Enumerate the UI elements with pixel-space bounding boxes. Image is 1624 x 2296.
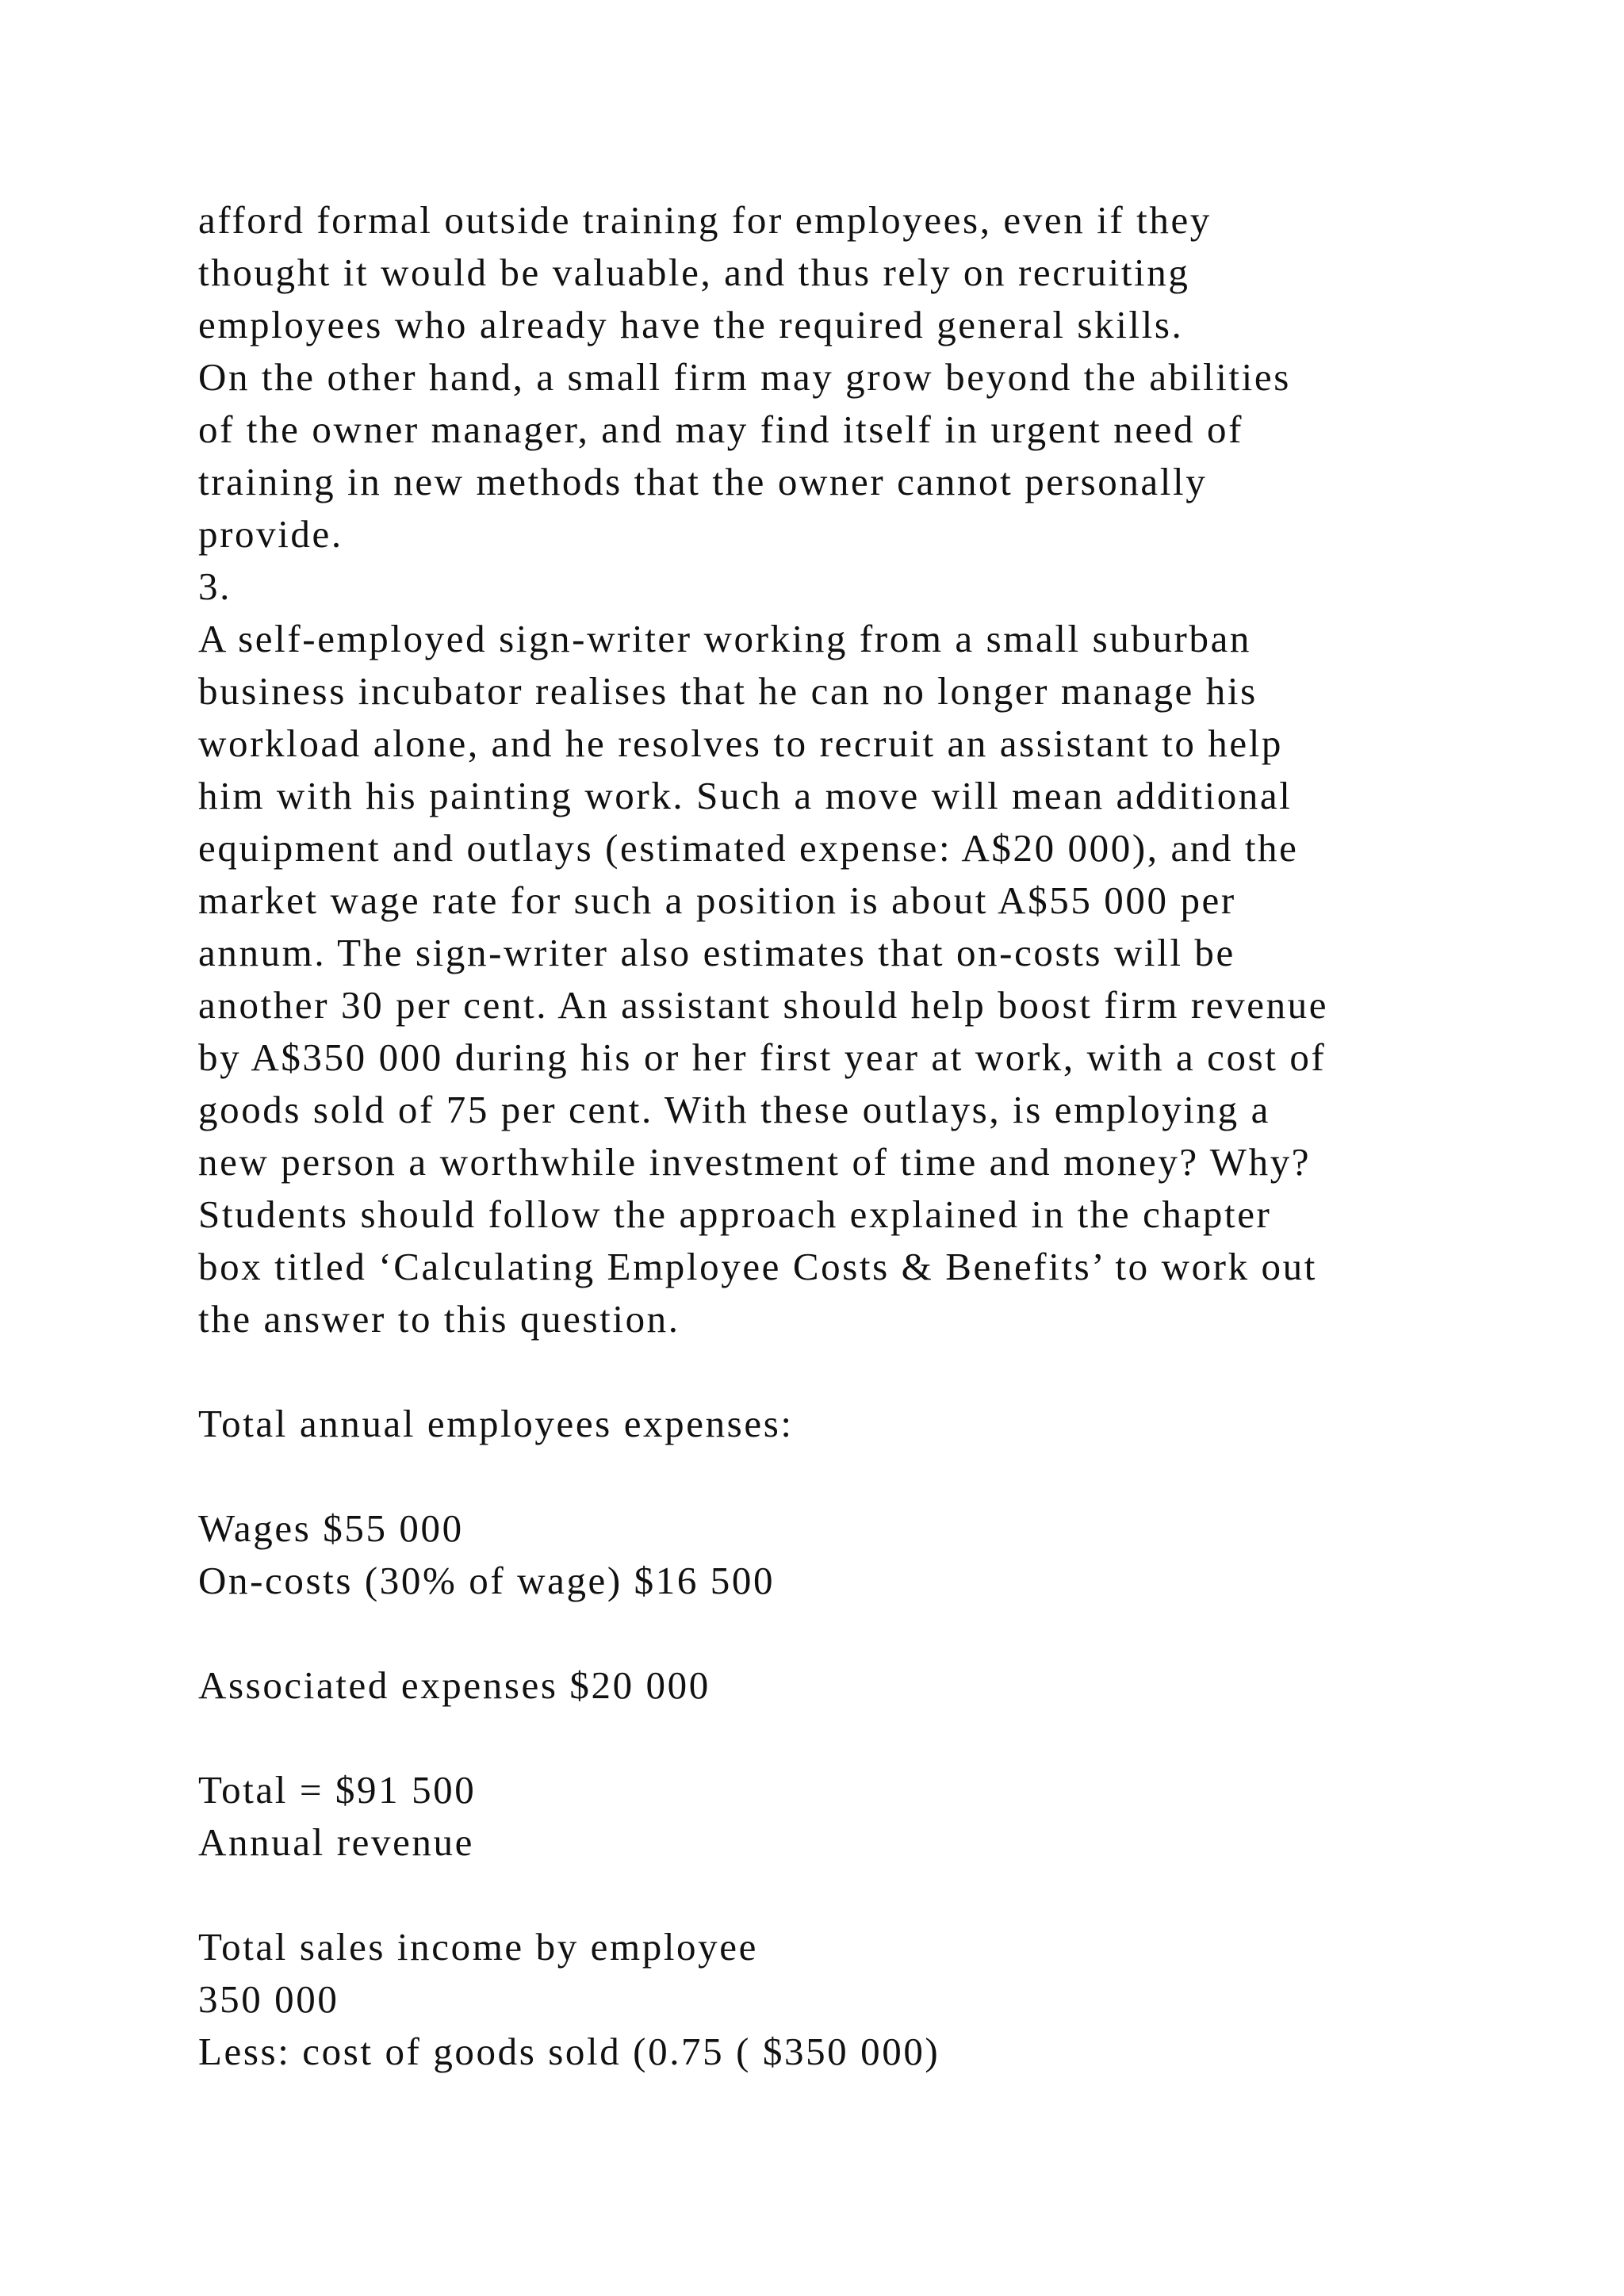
blank-line [198, 1450, 1546, 1502]
expense-line: On-costs (30% of wage) $16 500 [198, 1559, 776, 1602]
question-number: 3. [198, 564, 232, 608]
text-line: him with his painting work. Such a move will mean additional [198, 774, 1293, 817]
text-line: provide. [198, 512, 343, 556]
text-line: workload alone, and he resolves to recruit an assistant to help [198, 721, 1284, 765]
expense-line: Associated expenses $20 000 [198, 1663, 710, 1707]
revenue-line: 350 000 [198, 1977, 339, 2021]
section-heading: Annual revenue [198, 1820, 474, 1864]
revenue-line: Total sales income by employee [198, 1925, 758, 1969]
text-line: training in new methods that the owner cannot personally [198, 460, 1208, 503]
text-line: thought it would be valuable, and thus rely on recruiting [198, 251, 1190, 294]
text-line: new person a worthwhile investment of time and money? Why? [198, 1140, 1312, 1184]
expense-line: Wages $55 000 [198, 1506, 464, 1550]
text-line: by A$350 000 during his or her first year at work, with a cost of [198, 1035, 1327, 1079]
document-body [198, 194, 1546, 2078]
text-line: the answer to this question. [198, 1297, 680, 1341]
blank-line [198, 1869, 1546, 1921]
text-line: box titled ‘Calculating Employee Costs & Benefits’ to work out [198, 1245, 1317, 1288]
text-line: business incubator realises that he can no longer manage his [198, 669, 1258, 713]
text-line: of the owner manager, and may find itself in urgent need of [198, 408, 1243, 451]
blank-line [198, 1345, 1546, 1398]
text-line: equipment and outlays (estimated expense: A$20 000), and the [198, 826, 1299, 870]
text-line: market wage rate for such a position is about A$55 000 per [198, 878, 1236, 922]
text-line: goods sold of 75 per cent. With these outlays, is employing a [198, 1088, 1270, 1131]
text-line: another 30 per cent. An assistant should help boost firm revenue [198, 983, 1329, 1027]
text-line: annum. The sign-writer also estimates that on-costs will be [198, 931, 1235, 974]
text-line: Students should follow the approach explained in the chapter [198, 1192, 1272, 1236]
blank-line [198, 1607, 1546, 1659]
total-line: Total = $91 500 [198, 1768, 477, 1812]
text-line: On the other hand, a small firm may grow beyond the abilities [198, 355, 1291, 399]
section-heading: Total annual employees expenses: [198, 1402, 794, 1445]
text-line: A self-employed sign-writer working from a small suburban [198, 617, 1252, 660]
revenue-line: Less: cost of goods sold (0.75 ( $350 000) [198, 2030, 940, 2073]
text-line: employees who already have the required general skills. [198, 303, 1184, 346]
blank-line [198, 1712, 1546, 1764]
text-line: afford formal outside training for employees, even if they [198, 198, 1212, 242]
